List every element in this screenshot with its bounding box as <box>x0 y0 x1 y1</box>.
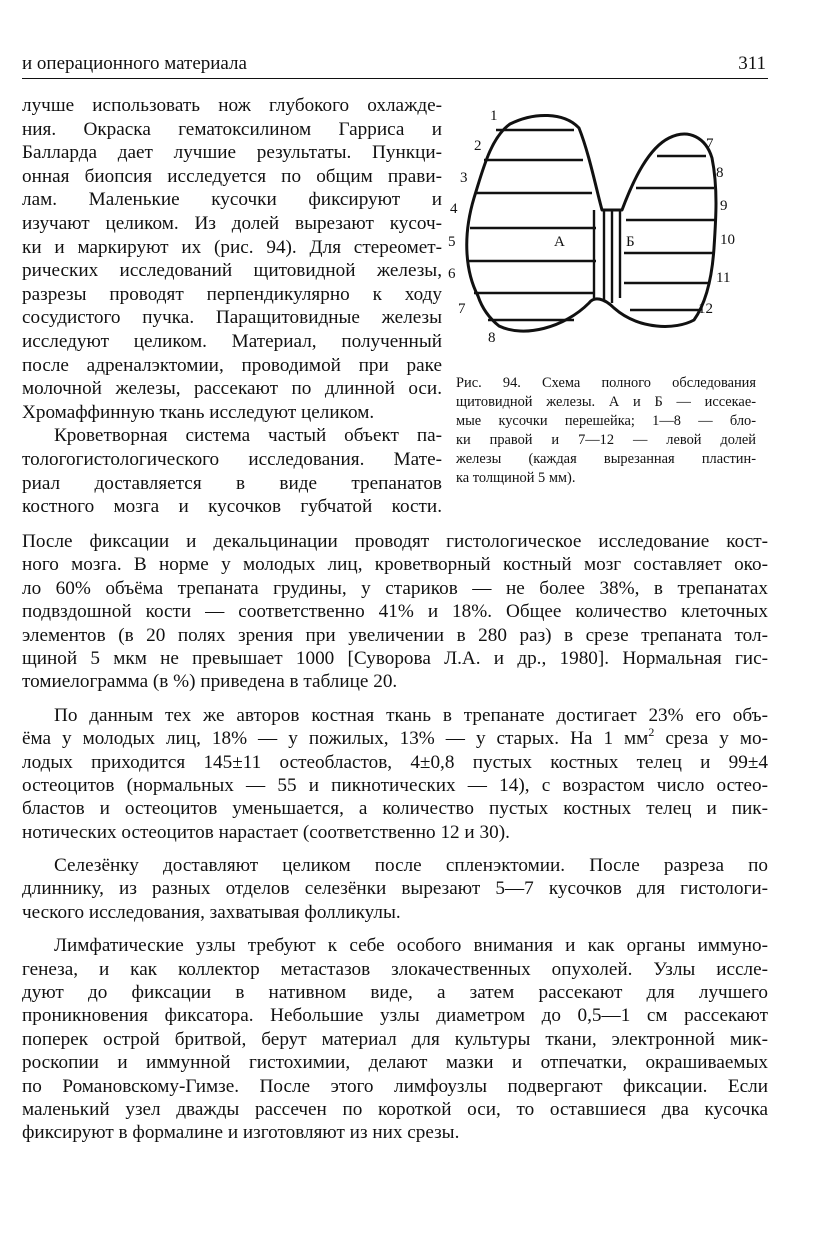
block-label: 3 <box>460 170 468 186</box>
text-line: длиннику, из разных отделов селезёнки вырезают 5—7 кусочков для гистологи- <box>22 878 768 900</box>
caption-line: мые кусочки перешейка; 1—8 — бло- <box>456 413 756 429</box>
caption-line: щитовидной железы. А и Б — иссекае- <box>456 394 756 410</box>
text-line: ния. Окраска гематоксилином Гарриса и <box>22 118 442 140</box>
block-label: 11 <box>716 270 731 286</box>
text-line: ло 60% объёма трепаната грудины, у стариков — не более 38%, в трепанатах <box>22 577 768 599</box>
text-line: разрезы проводят перпендикулярно к ходу <box>22 283 442 305</box>
block-label: 8 <box>716 165 724 181</box>
text-line: томиелограмма (в %) приведена в таблице 20. <box>22 671 398 693</box>
text-line: лам. Маленькие кусочки фиксируют и <box>22 189 442 211</box>
text-line: исследуют целиком. Материал, полученный <box>22 330 442 352</box>
figure-caption <box>456 374 756 488</box>
text-line: ки и маркируют их (рис. 94). Для стереомет- <box>22 236 442 258</box>
block-label: 4 <box>450 201 458 217</box>
region-label-b: Б <box>626 234 635 250</box>
text-line: Лимфатические узлы требуют к себе особого внимания и как органы иммуно- <box>54 935 768 957</box>
caption-line: железы (каждая вырезанная пластин- <box>456 451 756 467</box>
text-line: молочной железы, рассекают по длинной оси. <box>22 378 442 400</box>
text-line: лучше использовать нож глубокого охлажде- <box>22 95 442 116</box>
text-line: сосудистого пучка. Паращитовидные железы <box>22 307 442 329</box>
text-line: элементов (в 20 полях зрения при увеличении в 280 раз) в срезе трепаната тол- <box>22 624 768 646</box>
superscript: 2 <box>648 725 655 740</box>
thyroid-diagram <box>444 98 764 348</box>
full-width-text <box>22 530 768 1145</box>
text-line: подвздошной кости — соответственно 41% и 18%. Общее количество клеточных <box>22 601 768 623</box>
text-fragment: среза у мо- <box>654 728 768 750</box>
text-line: фиксируют в формалине и изготовляют из них срезы. <box>22 1122 460 1144</box>
caption-line: ка толщиной 5 мм). <box>456 470 576 486</box>
text-line: после адреналэктомии, проводимой при раке <box>22 354 442 376</box>
text-line: костного мозга и кусочков губчатой кости. <box>22 496 442 518</box>
text-fragment: ёма у молодых лиц, 18% — у пожилых, 13% — у старых. На 1 мм <box>22 728 649 750</box>
text-line: ческого исследования, захватывая фолликулы. <box>22 901 401 923</box>
text-line: по Романовскому-Гимзе. После этого лимфоузлы подвергают фиксации. Если <box>22 1075 768 1097</box>
left-column-text <box>22 94 442 519</box>
text-line: маленький узел дважды рассечен по короткой оси, то оставшиеся два кусочка <box>22 1098 768 1120</box>
text-line: бластов и остеоцитов уменьшается, а количество пустых костных телец и пик- <box>22 798 768 820</box>
text-line: лодых приходится 145±11 остеобластов, 4±0,8 пустых костных телец и 99±4 <box>22 751 768 773</box>
text-line: поперек острой бритвой, берут материал для культуры ткани, электронной мик- <box>22 1028 768 1050</box>
block-label: 12 <box>698 301 713 317</box>
region-label-a: А <box>554 234 565 250</box>
page-number: 311 <box>738 53 766 74</box>
text-line: ного мозга. В норме у молодых лиц, кроветворный костный мозг составляет око- <box>22 554 768 576</box>
text-line: риал доставляется в виде трепанатов <box>22 472 442 494</box>
thyroid-diagram-svg <box>444 98 764 348</box>
text-line: изучают целиком. Из долей вырезают кусоч- <box>22 212 442 234</box>
text-line: рических исследований щитовидной железы, <box>22 260 442 282</box>
text-line: нотических остеоцитов нарастает (соответственно 12 и 30). <box>22 821 510 843</box>
block-label: 1 <box>490 108 498 124</box>
text-line: проникновения фиксатора. Небольшие узлы диаметром до 0,5—1 см рассекают <box>22 1005 768 1027</box>
caption-line: ки правой и 7—12 — левой долей <box>456 432 756 448</box>
block-label: 8 <box>488 330 496 346</box>
block-label: 5 <box>448 234 456 250</box>
text-line: роскопии и иммунной гистохимии, делают мазки и отпечатки, окрашиваемых <box>22 1052 768 1074</box>
running-header <box>22 50 768 79</box>
thyroid-outline <box>467 115 716 331</box>
text-line: остеоцитов (нормальных — 55 и пикнотических — 14), с возрастом число остео- <box>22 774 768 796</box>
running-title: и операционного материала <box>22 53 247 74</box>
block-label: 7 <box>706 136 714 152</box>
caption-line: Рис. 94. Схема полного обследования <box>456 375 756 391</box>
block-label: 10 <box>720 232 735 248</box>
block-label: 2 <box>474 138 482 154</box>
text-line: Кроветворная система частый объект па- <box>54 425 442 447</box>
text-line: После фиксации и декальцинации проводят гистологическое исследование кост- <box>22 531 768 552</box>
text-line: генеза, и как коллектор метастазов злокачественных опухолей. Узлы иссле- <box>22 958 768 980</box>
block-label: 9 <box>720 198 728 214</box>
text-line: По данным тех же авторов костная ткань в трепанате достигает 23% его объ- <box>54 704 768 726</box>
text-line: Балларда дает лучшие результаты. Пункци- <box>22 142 442 164</box>
text-line: Хромаффинную ткань исследуют целиком. <box>22 401 375 423</box>
block-label: 6 <box>448 266 456 282</box>
text-line: Селезёнку доставляют целиком после спленэктомии. После разреза по <box>54 855 768 877</box>
text-line: дуют до фиксации в нативном виде, а затем рассекают для лучшего <box>22 982 768 1004</box>
text-line: онная биопсия исследуется по общим прави- <box>22 165 442 187</box>
text-line: щиной 5 мкм не превышает 1000 [Суворова Л.А. и др., 1980]. Нормальная гис- <box>22 647 768 669</box>
block-label: 7 <box>458 301 466 317</box>
text-line: тологогистологического исследования. Мате- <box>22 448 442 470</box>
text-line <box>22 727 768 750</box>
